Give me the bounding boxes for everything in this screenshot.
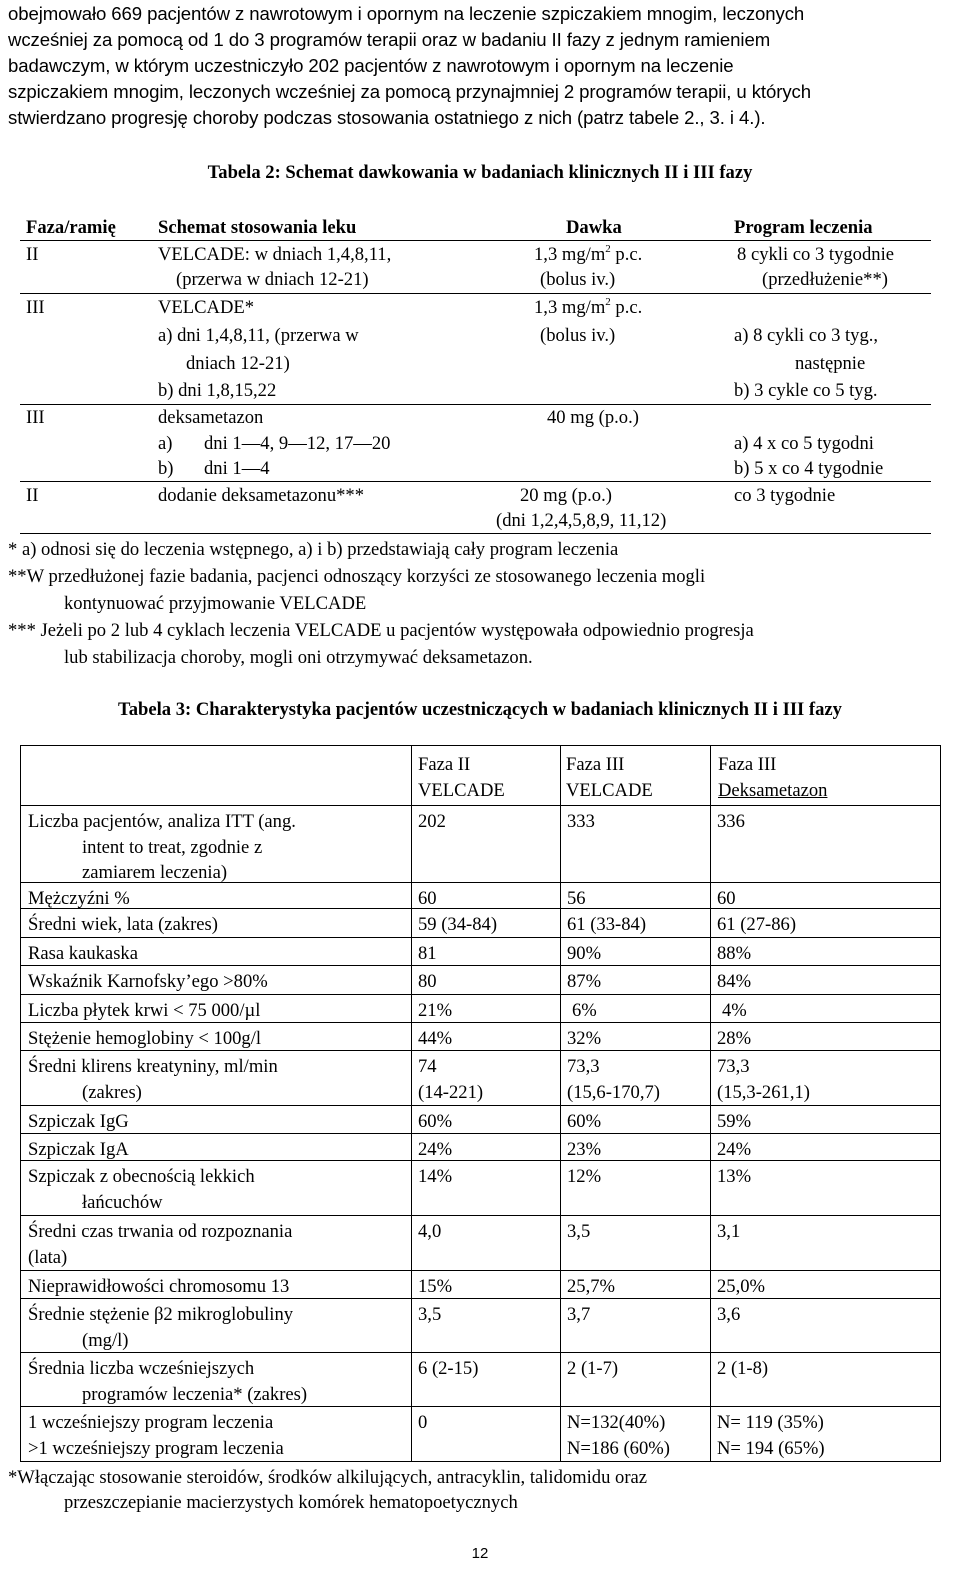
table2-header: Faza/ramię bbox=[26, 217, 116, 238]
cell-value: N= 119 (35%) bbox=[717, 1412, 824, 1433]
cell-value: 25,0% bbox=[717, 1276, 766, 1297]
cell-value: 90% bbox=[567, 943, 602, 964]
dose-text: (bolus iv.) bbox=[540, 269, 616, 290]
cell-value: 61 (27-86) bbox=[717, 914, 797, 935]
row-label: Wskaźnik Karnofsky’ego >80% bbox=[28, 971, 268, 992]
program-text: co 3 tygodnie bbox=[734, 485, 836, 506]
table3-hrule bbox=[20, 908, 941, 909]
cell-value: 2 (1-7) bbox=[567, 1358, 619, 1379]
cell-value: 202 bbox=[418, 811, 446, 832]
row-label: Średni czas trwania od rozpoznania bbox=[28, 1221, 293, 1242]
table3-hrule bbox=[20, 994, 941, 995]
column-header-line: Faza III bbox=[718, 754, 777, 775]
intro-line: szpiczakiem mnogim, leczonych wcześniej za pomocą przynajmniej 2 programów terapii, u których bbox=[8, 81, 811, 102]
intro-line: stwierdzano progresję choroby podczas stosowania ostatniego z nich (patrz tabele 2., 3. i 4.). bbox=[8, 107, 766, 128]
cell-value: 21% bbox=[418, 1000, 453, 1021]
cell-value: N=186 (60%) bbox=[567, 1437, 670, 1459]
cell-value: 44% bbox=[418, 1028, 453, 1049]
cell-value: 333 bbox=[567, 811, 595, 832]
cell-value: 32% bbox=[567, 1028, 602, 1049]
schedule-text: deksametazon bbox=[158, 407, 264, 428]
cell-value: 81 bbox=[418, 943, 437, 964]
program-text: a) 4 x co 5 tygodni bbox=[734, 433, 874, 454]
footnote-line: *Włączając stosowanie steroidów, środków alkilujących, antracyklin, talidomidu oraz bbox=[8, 1467, 648, 1488]
cell-value: 80 bbox=[418, 971, 437, 992]
table3-hrule bbox=[20, 1133, 941, 1134]
cell-value: 3,1 bbox=[717, 1221, 741, 1242]
cell-value: 60 bbox=[418, 888, 437, 909]
dose-text: (bolus iv.) bbox=[540, 325, 616, 346]
cell-value: (15,3-261,1) bbox=[717, 1081, 810, 1103]
cell-value: 60% bbox=[418, 1111, 453, 1132]
phase-label: II bbox=[26, 485, 39, 506]
table2-rule bbox=[20, 240, 931, 241]
row-label: (mg/l) bbox=[82, 1329, 129, 1351]
cell-value: 14% bbox=[418, 1166, 453, 1187]
row-label: >1 wcześniejszy program leczenia bbox=[28, 1437, 284, 1459]
phase-label: II bbox=[26, 244, 39, 265]
footnote-line: *** Jeżeli po 2 lub 4 cyklach leczenia VELCADE u pacjentów występowała odpowiednio progresja bbox=[8, 620, 754, 641]
table3-hrule bbox=[20, 1160, 941, 1161]
table2-rule bbox=[20, 533, 931, 534]
row-label: Szpiczak IgG bbox=[28, 1111, 129, 1132]
dose-text: 1,3 $mg/m^2$ p.c. bbox=[534, 296, 643, 318]
table2-title: Tabela 2: Schemat dawkowania w badaniach klinicznych II i III fazy bbox=[207, 162, 753, 183]
footnote-line: **W przedłużonej fazie badania, pacjenci odnoszący korzyści ze stosowanego leczenia mogli bbox=[8, 566, 706, 587]
schedule-text: VELCADE: w dniach 1,4,8,11, bbox=[158, 244, 392, 265]
schedule-text: a) bbox=[158, 433, 173, 454]
footnote-line: lub stabilizacja choroby, mogli oni otrzymywać deksametazon. bbox=[64, 647, 533, 668]
phase-label: III bbox=[26, 297, 45, 318]
phase-label: III bbox=[26, 407, 45, 428]
table2-header: Dawka bbox=[566, 217, 622, 238]
cell-value: 24% bbox=[418, 1139, 453, 1160]
table2-header: Program leczenia bbox=[734, 217, 873, 238]
cell-value: 12% bbox=[567, 1166, 602, 1187]
page-number: 12 bbox=[471, 1545, 489, 1562]
cell-value: 59% bbox=[717, 1111, 752, 1132]
table2-rule bbox=[20, 481, 931, 482]
row-label: Średni klirens kreatyniny, ml/min bbox=[28, 1056, 278, 1077]
row-label: programów leczenia* (zakres) bbox=[82, 1383, 308, 1405]
dose-text: 40 mg (p.o.) bbox=[547, 407, 639, 428]
cell-value: 6% bbox=[572, 1000, 597, 1021]
row-label: Stężenie hemoglobiny < 100g/l bbox=[28, 1028, 262, 1049]
cell-value: 60 bbox=[717, 888, 736, 909]
table3-hrule bbox=[20, 937, 941, 938]
cell-value: 28% bbox=[717, 1028, 752, 1049]
dose-text: 20 mg (p.o.) bbox=[520, 485, 612, 506]
row-label: Szpiczak IgA bbox=[28, 1139, 129, 1160]
table3-hrule bbox=[20, 1406, 941, 1407]
program-text: (przedłużenie**) bbox=[762, 269, 888, 290]
column-header-line: Faza II bbox=[418, 754, 471, 775]
cell-value: 88% bbox=[717, 943, 752, 964]
cell-value: 13% bbox=[717, 1166, 752, 1187]
cell-value: 56 bbox=[567, 888, 586, 909]
table3-title: Tabela 3: Charakterystyka pacjentów uczestniczących w badaniach klinicznych II i III fazy bbox=[118, 699, 842, 720]
schedule-text: dni 1—4 bbox=[204, 458, 270, 479]
footnote-line: kontynuować przyjmowanie VELCADE bbox=[64, 593, 367, 614]
table2-rule bbox=[20, 404, 931, 405]
table3-hrule bbox=[20, 1270, 941, 1271]
schedule-text: b) bbox=[158, 458, 174, 479]
row-label: Liczba pacjentów, analiza ITT (ang. bbox=[28, 811, 296, 832]
cell-value: 73,3 bbox=[717, 1056, 750, 1077]
intro-line: obejmowało 669 pacjentów z nawrotowym i opornym na leczenie szpiczakiem mnogim, leczonych bbox=[8, 3, 805, 24]
column-header-line: Deksametazon bbox=[718, 780, 828, 801]
footnote-line: przeszczepianie macierzystych komórek hematopoetycznych bbox=[64, 1492, 518, 1513]
program-text: b) 3 cykle co 5 tyg. bbox=[734, 380, 878, 401]
table3-hrule bbox=[20, 1352, 941, 1353]
schedule-text: dodanie deksametazonu*** bbox=[158, 485, 365, 506]
table2-rule bbox=[20, 293, 931, 294]
cell-value: 73,3 bbox=[567, 1056, 600, 1077]
table3-hrule bbox=[20, 1105, 941, 1106]
row-label: Liczba płytek krwi < 75 000/µl bbox=[28, 1000, 261, 1021]
column-header-line: Faza III bbox=[566, 754, 625, 775]
table3-vrule bbox=[940, 745, 941, 1462]
cell-value: 15% bbox=[418, 1276, 453, 1297]
cell-value: 3,6 bbox=[717, 1304, 741, 1325]
cell-value: 4,0 bbox=[418, 1221, 442, 1242]
cell-value: 87% bbox=[567, 971, 602, 992]
cell-value: 4% bbox=[722, 1000, 747, 1021]
cell-value: N=132(40%) bbox=[567, 1412, 666, 1433]
cell-value: 74 bbox=[418, 1056, 437, 1077]
row-label: Średnia liczba wcześniejszych bbox=[28, 1358, 255, 1379]
cell-value: 2 (1-8) bbox=[717, 1358, 769, 1379]
row-label: Średnie stężenie β2 mikroglobuliny bbox=[28, 1304, 294, 1325]
table3-hrule bbox=[20, 805, 941, 806]
table3-vrule bbox=[710, 745, 711, 1462]
row-label: Rasa kaukaska bbox=[28, 943, 138, 964]
cell-value: 3,7 bbox=[567, 1304, 591, 1325]
schedule-text: b) dni 1,8,15,22 bbox=[158, 380, 277, 401]
dose-text: (dni 1,2,4,5,8,9, 11,12) bbox=[496, 510, 667, 531]
table3-hrule bbox=[20, 1050, 941, 1051]
row-label: Średni wiek, lata (zakres) bbox=[28, 914, 218, 935]
intro-line: wcześniej za pomocą od 1 do 3 programów terapii oraz w badaniu II fazy z jednym ramieniem bbox=[8, 29, 771, 50]
cell-value: 336 bbox=[717, 811, 745, 832]
column-header-line: VELCADE bbox=[418, 780, 505, 801]
cell-value: 6 (2-15) bbox=[418, 1358, 479, 1379]
cell-value: 24% bbox=[717, 1139, 752, 1160]
row-label: (zakres) bbox=[82, 1081, 142, 1103]
cell-value: 59 (34-84) bbox=[418, 914, 498, 935]
row-label: zamiarem leczenia) bbox=[82, 862, 228, 883]
cell-value: 61 (33-84) bbox=[567, 914, 647, 935]
dose-text: 1,3 $mg/m^2$ p.c. bbox=[534, 243, 643, 265]
table3-hrule bbox=[20, 1298, 941, 1299]
table3-vrule bbox=[411, 745, 412, 1462]
cell-value: 60% bbox=[567, 1111, 602, 1132]
schedule-text: dni 1—4, 9—12, 17—20 bbox=[204, 433, 391, 454]
row-label: intent to treat, zgodnie z bbox=[82, 836, 263, 858]
cell-value: 0 bbox=[418, 1412, 428, 1433]
table3-vrule bbox=[20, 745, 21, 1462]
table3-hrule bbox=[20, 1461, 941, 1462]
schedule-text: VELCADE* bbox=[158, 297, 255, 318]
cell-value: 23% bbox=[567, 1139, 602, 1160]
intro-line: badawczym, w którym uczestniczyło 202 pacjentów z nawrotowym i opornym na leczenie bbox=[8, 55, 734, 76]
table3-hrule bbox=[20, 965, 941, 966]
schedule-text: a) dni 1,4,8,11, (przerwa w bbox=[158, 325, 359, 346]
table3-vrule bbox=[560, 745, 561, 1462]
row-label: Nieprawidłowości chromosomu 13 bbox=[28, 1276, 290, 1297]
cell-value: (14-221) bbox=[418, 1081, 484, 1103]
row-label: Mężczyźni % bbox=[28, 888, 130, 909]
cell-value: 25,7% bbox=[567, 1276, 616, 1297]
cell-value: 84% bbox=[717, 971, 752, 992]
cell-value: 3,5 bbox=[567, 1221, 591, 1242]
cell-value: 3,5 bbox=[418, 1304, 442, 1325]
program-text: następnie bbox=[795, 353, 866, 374]
table2-header: Schemat stosowania leku bbox=[158, 217, 357, 238]
row-label: łańcuchów bbox=[82, 1191, 163, 1213]
program-text: 8 cykli co 3 tygodnie bbox=[737, 244, 894, 265]
program-text: b) 5 x co 4 tygodnie bbox=[734, 458, 884, 479]
table3-hrule bbox=[20, 1215, 941, 1216]
row-label: 1 wcześniejszy program leczenia bbox=[28, 1412, 274, 1433]
schedule-text: (przerwa w dniach 12-21) bbox=[176, 269, 369, 290]
footnote-line: * a) odnosi się do leczenia wstępnego, a) i b) przedstawiają cały program leczenia bbox=[8, 539, 619, 560]
cell-value: N= 194 (65%) bbox=[717, 1437, 825, 1459]
program-text: a) 8 cykli co 3 tyg., bbox=[734, 325, 879, 346]
table3-hrule bbox=[20, 1022, 941, 1023]
cell-value: (15,6-170,7) bbox=[567, 1081, 660, 1103]
schedule-text: dniach 12-21) bbox=[186, 353, 290, 374]
table3-hrule bbox=[20, 745, 941, 746]
row-label: Szpiczak z obecnością lekkich bbox=[28, 1166, 255, 1187]
row-label: (lata) bbox=[28, 1246, 68, 1268]
column-header-line: VELCADE bbox=[566, 780, 653, 801]
